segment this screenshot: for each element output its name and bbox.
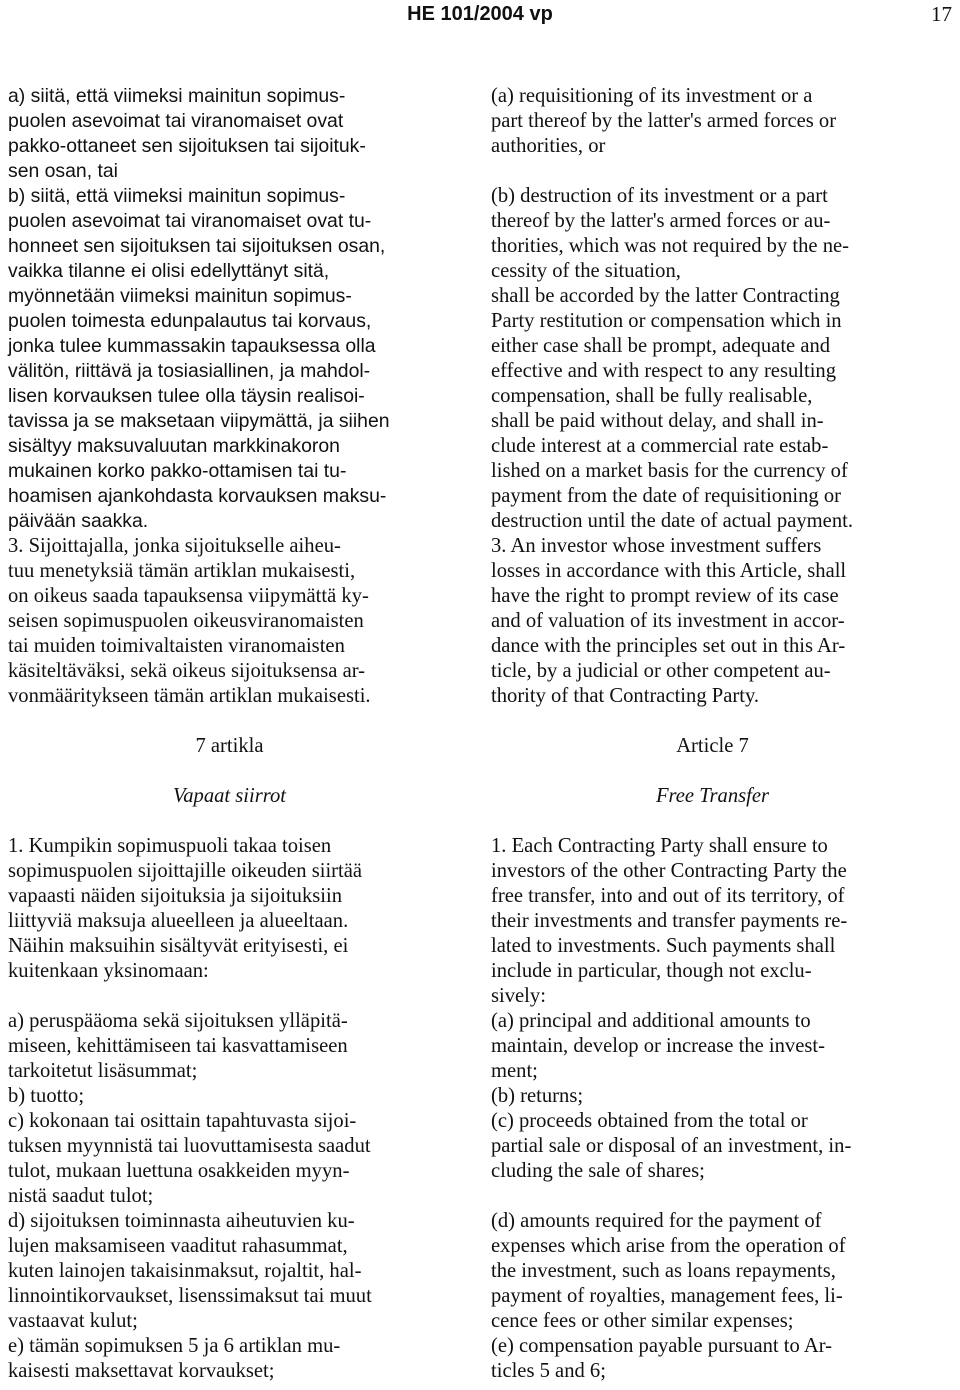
fi-article-title: Vapaat siirrot [172,785,287,807]
en-paragraph-3: 3. An investor whose investment suffers losses in accordance with this Article, shall have the right to prompt review of its case and of valuation of its investment in accor- dance with the principles set out in this Ar- ticle, by a judicial or other competent au- thority of that Contracting Party. [491,535,847,707]
en-article-heading: Article 7 [676,735,749,757]
fi-item-c: c) kokonaan tai osittain tapahtuvasta sijoi- tuksen myynnistä tai luovuttamisesta saadut tulot, mukaan luettuna osakkeiden myyn- nistä saadut tulot; [8,1110,371,1207]
fi-item-e: e) tämän sopimuksen 5 ja 6 artiklan mu- kaisesti maksettavat korvaukset; [8,1335,341,1382]
fi-paragraph-3: 3. Sijoittajalla, jonka sijoitukselle aiheu- tuu menetyksiä tämän artiklan mukaisesti, on oikeus saada tapauksensa viipymättä ky- seisen sopimuspuolen oikeusviranomaisten tai muiden toimivaltaisten viranomaisten käsiteltäväksi, sekä oikeus sijoituksensa ar- vonmääritykseen tämän artiklan mukaisesti. [8,535,371,707]
page-number: 17 [931,2,952,26]
en-item-e: (e) compensation payable pursuant to Ar- ticles 5 and 6; [491,1335,832,1382]
en-item-d: (d) amounts required for the payment of expenses which arise from the operation of the investment, such as loans repayments, payment of royalties, management fees, li- cence fees or other similar expenses; [491,1210,846,1332]
en-item-a: (a) principal and additional amounts to maintain, develop or increase the invest- ment; [491,1010,825,1082]
en-item-c: (c) proceeds obtained from the total or partial sale or disposal of an investment, in- cluding the sale of shares; [491,1110,852,1182]
document-header-title: HE 101/2004 vp [407,3,553,25]
english-column [491,84,934,1384]
fi-item-b: b) tuotto; [8,1085,85,1107]
fi-paragraph-a: a) siitä, että viimeksi mainitun sopimus- puolen asevoimat tai viranomaiset ovat pakko-ottaneet sen sijoituksen tai sijoituk- sen osan, tai [8,85,366,182]
fi-paragraph-1: 1. Kumpikin sopimuspuoli takaa toisen sopimuspuolen sijoittajille oikeuden siirtää vapaasti näiden sijoituksia ja sijoituksiin liittyviä maksuja alueelleen ja alueeltaan. Näihin maksuihin sisältyvät erityisesti, ei kuitenkaan yksinomaan: [8,835,363,982]
en-paragraph-1: 1. Each Contracting Party shall ensure to investors of the other Contracting Party the free transfer, into and out of its territory, of their investments and transfer payments re- lated to investments. Such payments shall include in particular, though not exclu- sively: [491,835,848,1007]
fi-article-heading: 7 artikla [195,735,264,757]
en-paragraph-a: (a) requisitioning of its investment or a part thereof by the latter's armed forces or authorities, or [491,85,837,157]
finnish-column [8,84,451,1384]
en-paragraph-award: shall be accorded by the latter Contracting Party restitution or compensation which in either case shall be prompt, adequate and effective and with respect to any resulting compensation, shall be fully realisable, shall be paid without delay, and shall in- clude interest at a commercial rate estab- lished on a market basis for the currency of payment from the date of requisitioning or destruction until the date of actual payment. [491,285,853,532]
en-paragraph-b: (b) destruction of its investment or a part thereof by the latter's armed forces or au- thorities, which was not required by the ne- cessity of the situation, [491,185,850,282]
fi-item-d: d) sijoituksen toiminnasta aiheutuvien ku- lujen maksamiseen vaaditut rahasummat, kuten lainojen takaisinmaksut, rojaltit, hal- linnointikorvaukset, lisenssimaksut tai muut vastaavat kulut; [8,1210,372,1332]
fi-paragraph-b: b) siitä, että viimeksi mainitun sopimus- puolen asevoimat tai viranomaiset ovat tu- honneet sen sijoituksen tai sijoituksen osan, vaikka tilanne ei olisi edellyttänyt sitä, [8,185,386,282]
fi-item-a: a) peruspääoma sekä sijoituksen ylläpitä- miseen, kehittämiseen tai kasvattamiseen tarkoitetut lisäsummat; [8,1010,348,1082]
en-article-title: Free Transfer [655,785,770,807]
en-item-b: (b) returns; [491,1085,584,1107]
fi-paragraph-award: myönnetään viimeksi mainitun sopimus- puolen toimesta edunpalautus tai korvaus, jonka tulee kummassakin tapauksessa olla välitön, riittävä ja tosiasiallinen, ja mahdol- lisen korvauksen tulee olla täysin realisoi- tavissa ja se maksetaan viipymättä, ja siihen sisältyy maksuvaluutan markkinakoron mukainen korko pakko-ottamisen tai tu- hoamisen ajankohdasta korvauksen maksu- päivään saakka. [8,285,390,532]
